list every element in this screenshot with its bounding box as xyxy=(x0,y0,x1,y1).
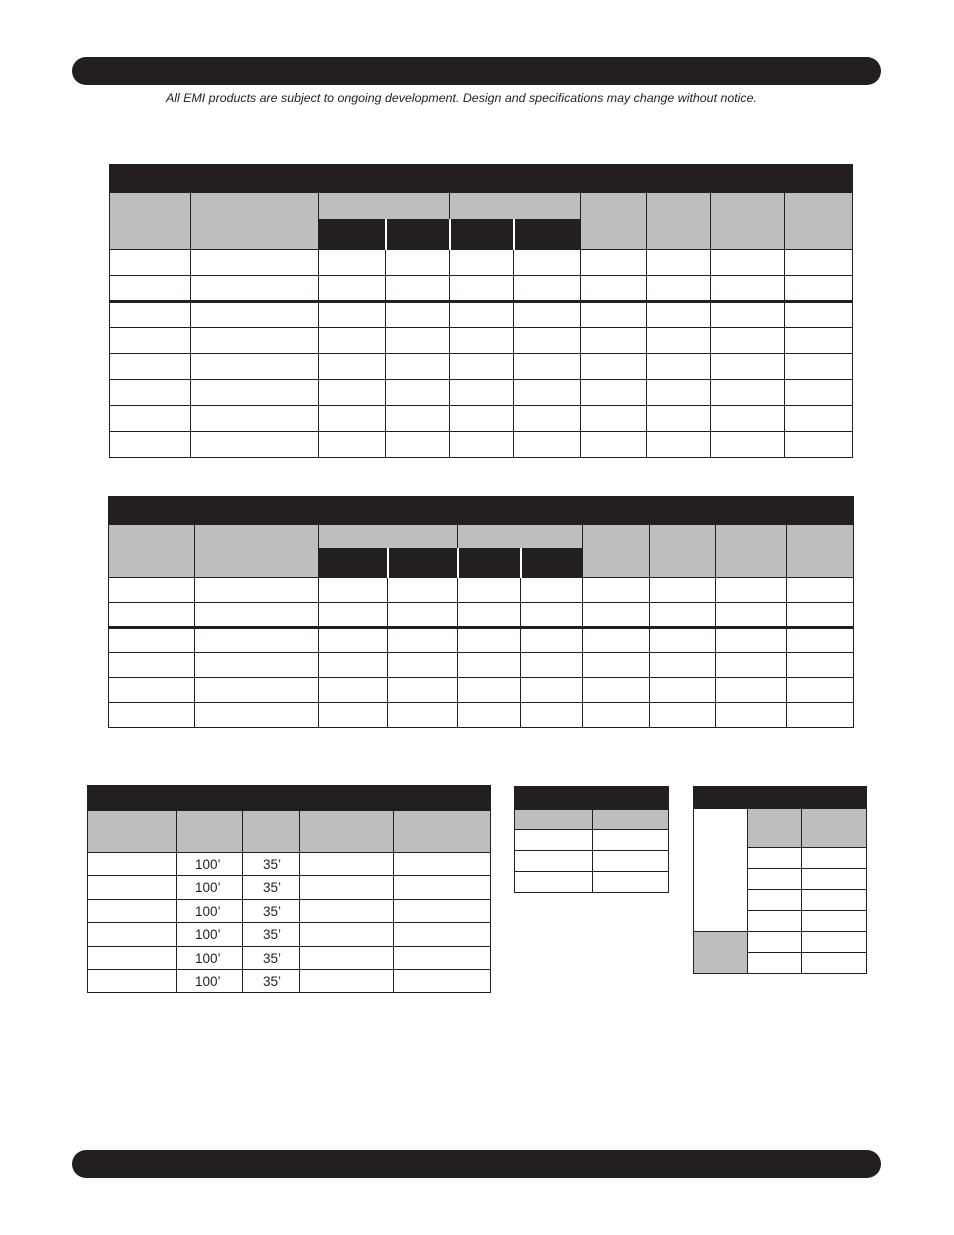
header-cell xyxy=(515,810,593,830)
header-cell xyxy=(191,193,319,250)
cell xyxy=(521,578,583,603)
cell xyxy=(88,876,177,900)
cell xyxy=(802,911,867,932)
cell xyxy=(300,947,394,970)
option-table xyxy=(693,786,867,974)
table-row xyxy=(88,876,491,900)
cell xyxy=(319,628,388,653)
table-row xyxy=(88,923,491,947)
header-cell xyxy=(785,193,853,250)
header-cell xyxy=(110,193,191,250)
header-cell xyxy=(88,811,177,853)
subheader-cell xyxy=(386,220,450,250)
cell xyxy=(458,628,521,653)
cell xyxy=(716,703,787,728)
header-cell xyxy=(711,193,785,250)
header-cell xyxy=(748,809,802,848)
cell xyxy=(319,603,388,628)
cell xyxy=(195,678,319,703)
table-row xyxy=(694,932,867,953)
header-cell xyxy=(593,810,669,830)
cell xyxy=(581,406,647,432)
header-row xyxy=(110,193,853,220)
group-header-cell xyxy=(319,525,458,549)
cell xyxy=(319,302,386,328)
cell xyxy=(711,380,785,406)
cell xyxy=(300,923,394,947)
cell xyxy=(802,953,867,974)
cell xyxy=(386,354,450,380)
table-title-bar xyxy=(109,497,854,525)
cell xyxy=(388,578,458,603)
cell xyxy=(110,354,191,380)
table-title-bar xyxy=(88,786,491,811)
cell xyxy=(195,603,319,628)
cell xyxy=(647,302,711,328)
spec-table-1 xyxy=(109,164,853,458)
table-row xyxy=(88,947,491,970)
length-cell: 100’ xyxy=(177,923,243,947)
cell xyxy=(583,653,650,678)
cell xyxy=(319,578,388,603)
cell xyxy=(583,603,650,628)
cell xyxy=(110,276,191,302)
cell xyxy=(711,250,785,276)
cell xyxy=(647,276,711,302)
table-row xyxy=(110,354,853,380)
header-cell xyxy=(300,811,394,853)
cell xyxy=(583,578,650,603)
cell xyxy=(458,578,521,603)
cell xyxy=(109,678,195,703)
cell xyxy=(319,678,388,703)
cell xyxy=(319,354,386,380)
header-cell xyxy=(716,525,787,578)
cell xyxy=(386,328,450,354)
cell xyxy=(521,653,583,678)
cell xyxy=(581,302,647,328)
cell xyxy=(583,628,650,653)
table-row xyxy=(110,328,853,354)
cell xyxy=(650,653,716,678)
table-row xyxy=(109,603,854,628)
height-cell: 35’ xyxy=(243,923,300,947)
cell xyxy=(711,432,785,458)
footer-bar xyxy=(72,1150,881,1178)
cell xyxy=(785,328,853,354)
cell xyxy=(593,872,669,893)
cell xyxy=(647,328,711,354)
table-row xyxy=(88,970,491,993)
cell xyxy=(647,354,711,380)
cell xyxy=(716,578,787,603)
title-cell xyxy=(109,497,854,525)
cell xyxy=(514,354,581,380)
cell xyxy=(319,432,386,458)
cell xyxy=(785,406,853,432)
cell xyxy=(110,302,191,328)
cell xyxy=(583,703,650,728)
height-cell: 35’ xyxy=(243,947,300,970)
cell xyxy=(581,328,647,354)
cell xyxy=(514,432,581,458)
cell xyxy=(515,872,593,893)
table-row xyxy=(109,628,854,653)
cell xyxy=(319,328,386,354)
cell xyxy=(110,406,191,432)
spec-notice: All EMI products are subject to ongoing development. Design and specifications may change without notice. xyxy=(166,91,757,105)
cell xyxy=(787,628,854,653)
cell xyxy=(802,848,867,869)
cell xyxy=(319,703,388,728)
length-cell: 100’ xyxy=(177,900,243,923)
cell xyxy=(650,578,716,603)
cell xyxy=(515,830,593,851)
cell xyxy=(521,628,583,653)
cell xyxy=(388,678,458,703)
cell xyxy=(300,876,394,900)
cell xyxy=(300,853,394,876)
height-cell: 35’ xyxy=(243,853,300,876)
cell xyxy=(394,970,491,993)
length-cell: 100’ xyxy=(177,970,243,993)
group-header-cell xyxy=(450,193,581,220)
cell xyxy=(521,678,583,703)
cell xyxy=(581,276,647,302)
cell xyxy=(802,890,867,911)
table-row xyxy=(109,578,854,603)
cell xyxy=(394,947,491,970)
cell xyxy=(711,354,785,380)
subheader-cell xyxy=(458,549,521,578)
run-table xyxy=(87,785,491,993)
height-cell: 35’ xyxy=(243,876,300,900)
cell xyxy=(711,302,785,328)
subheader-cell xyxy=(450,220,514,250)
cell xyxy=(450,354,514,380)
header-row xyxy=(515,810,669,830)
cell xyxy=(711,328,785,354)
cell xyxy=(88,970,177,993)
cell xyxy=(191,354,319,380)
cell xyxy=(386,406,450,432)
table-title-bar xyxy=(110,165,853,193)
cell xyxy=(785,432,853,458)
table-row xyxy=(88,900,491,923)
table-row xyxy=(515,872,669,893)
height-cell: 35’ xyxy=(243,900,300,923)
table-row xyxy=(109,678,854,703)
cell xyxy=(748,911,802,932)
small-table xyxy=(514,786,669,893)
cell xyxy=(521,603,583,628)
cell xyxy=(514,406,581,432)
header-cell xyxy=(195,525,319,578)
cell xyxy=(748,932,802,953)
header-cell xyxy=(581,193,647,250)
cell xyxy=(191,302,319,328)
subheader-cell xyxy=(319,220,386,250)
cell xyxy=(191,406,319,432)
header-bar xyxy=(72,57,881,85)
header-cell xyxy=(802,809,867,848)
cell xyxy=(388,603,458,628)
cell xyxy=(195,653,319,678)
title-cell xyxy=(88,786,491,811)
subheader-cell xyxy=(319,549,388,578)
cell xyxy=(109,603,195,628)
cell xyxy=(514,250,581,276)
cell xyxy=(650,678,716,703)
cell xyxy=(319,653,388,678)
length-cell: 100’ xyxy=(177,876,243,900)
cell xyxy=(109,703,195,728)
header-cell xyxy=(650,525,716,578)
cell xyxy=(109,653,195,678)
cell xyxy=(514,276,581,302)
cell xyxy=(300,900,394,923)
title-cell xyxy=(694,787,867,809)
cell xyxy=(716,653,787,678)
cell xyxy=(450,432,514,458)
cell xyxy=(450,302,514,328)
header-cell xyxy=(177,811,243,853)
cell xyxy=(394,853,491,876)
cell xyxy=(88,947,177,970)
group-header-cell xyxy=(458,525,583,549)
cell xyxy=(88,853,177,876)
cell xyxy=(581,432,647,458)
cell xyxy=(514,380,581,406)
cell xyxy=(88,900,177,923)
cell xyxy=(787,703,854,728)
subheader-cell xyxy=(514,220,581,250)
table-row xyxy=(110,406,853,432)
cell xyxy=(514,302,581,328)
cell xyxy=(388,703,458,728)
subheader-cell xyxy=(388,549,458,578)
cell xyxy=(195,703,319,728)
header-cell xyxy=(583,525,650,578)
cell xyxy=(748,869,802,890)
cell xyxy=(394,876,491,900)
cell xyxy=(785,302,853,328)
cell xyxy=(319,276,386,302)
table-row xyxy=(109,703,854,728)
cell xyxy=(195,578,319,603)
cell xyxy=(191,328,319,354)
cell xyxy=(785,354,853,380)
cell xyxy=(458,678,521,703)
cell xyxy=(647,406,711,432)
header-cell xyxy=(243,811,300,853)
header-row xyxy=(88,811,491,853)
group-label-cell xyxy=(694,932,748,974)
cell xyxy=(581,354,647,380)
group-header-cell xyxy=(319,193,450,220)
cell xyxy=(787,678,854,703)
table-row xyxy=(110,250,853,276)
cell xyxy=(450,380,514,406)
cell xyxy=(386,380,450,406)
cell xyxy=(458,703,521,728)
cell xyxy=(388,628,458,653)
length-cell: 100’ xyxy=(177,947,243,970)
cell xyxy=(647,250,711,276)
group-label-cell xyxy=(694,809,748,932)
title-cell xyxy=(515,787,669,810)
cell xyxy=(191,432,319,458)
table-row xyxy=(515,851,669,872)
cell xyxy=(109,578,195,603)
cell xyxy=(110,328,191,354)
cell xyxy=(748,890,802,911)
cell xyxy=(647,380,711,406)
cell xyxy=(748,848,802,869)
height-cell: 35’ xyxy=(243,970,300,993)
cell xyxy=(458,603,521,628)
cell xyxy=(593,851,669,872)
cell xyxy=(394,900,491,923)
cell xyxy=(716,603,787,628)
cell xyxy=(450,250,514,276)
table-title-bar xyxy=(694,787,867,809)
cell xyxy=(300,970,394,993)
cell xyxy=(319,250,386,276)
table-row xyxy=(88,853,491,876)
header-row xyxy=(694,809,867,848)
cell xyxy=(515,851,593,872)
cell xyxy=(109,628,195,653)
cell xyxy=(581,380,647,406)
cell xyxy=(748,953,802,974)
cell xyxy=(802,869,867,890)
header-cell xyxy=(394,811,491,853)
cell xyxy=(319,380,386,406)
table-title-bar xyxy=(515,787,669,810)
cell xyxy=(802,932,867,953)
header-row xyxy=(109,525,854,549)
header-cell xyxy=(109,525,195,578)
cell xyxy=(650,628,716,653)
cell xyxy=(458,653,521,678)
cell xyxy=(711,406,785,432)
header-cell xyxy=(647,193,711,250)
cell xyxy=(191,380,319,406)
cell xyxy=(195,628,319,653)
cell xyxy=(386,302,450,328)
cell xyxy=(647,432,711,458)
cell xyxy=(450,406,514,432)
cell xyxy=(716,628,787,653)
cell xyxy=(787,578,854,603)
cell xyxy=(191,250,319,276)
cell xyxy=(88,923,177,947)
cell xyxy=(593,830,669,851)
table-row xyxy=(110,380,853,406)
cell xyxy=(386,250,450,276)
cell xyxy=(319,406,386,432)
header-cell xyxy=(787,525,854,578)
cell xyxy=(110,250,191,276)
table-row xyxy=(110,302,853,328)
cell xyxy=(388,653,458,678)
spec-table-2 xyxy=(108,496,854,728)
cell xyxy=(650,703,716,728)
cell xyxy=(450,276,514,302)
cell xyxy=(386,432,450,458)
subheader-cell xyxy=(521,549,583,578)
cell xyxy=(787,653,854,678)
cell xyxy=(110,380,191,406)
cell xyxy=(450,328,514,354)
cell xyxy=(785,380,853,406)
cell xyxy=(191,276,319,302)
cell xyxy=(787,603,854,628)
cell xyxy=(514,328,581,354)
table-row xyxy=(110,276,853,302)
table-row xyxy=(110,432,853,458)
length-cell: 100’ xyxy=(177,853,243,876)
cell xyxy=(583,678,650,703)
cell xyxy=(711,276,785,302)
cell xyxy=(386,276,450,302)
table-row xyxy=(515,830,669,851)
cell xyxy=(785,250,853,276)
cell xyxy=(716,678,787,703)
cell xyxy=(110,432,191,458)
title-cell xyxy=(110,165,853,193)
cell xyxy=(650,603,716,628)
cell xyxy=(581,250,647,276)
cell xyxy=(394,923,491,947)
cell xyxy=(785,276,853,302)
cell xyxy=(521,703,583,728)
table-row xyxy=(109,653,854,678)
